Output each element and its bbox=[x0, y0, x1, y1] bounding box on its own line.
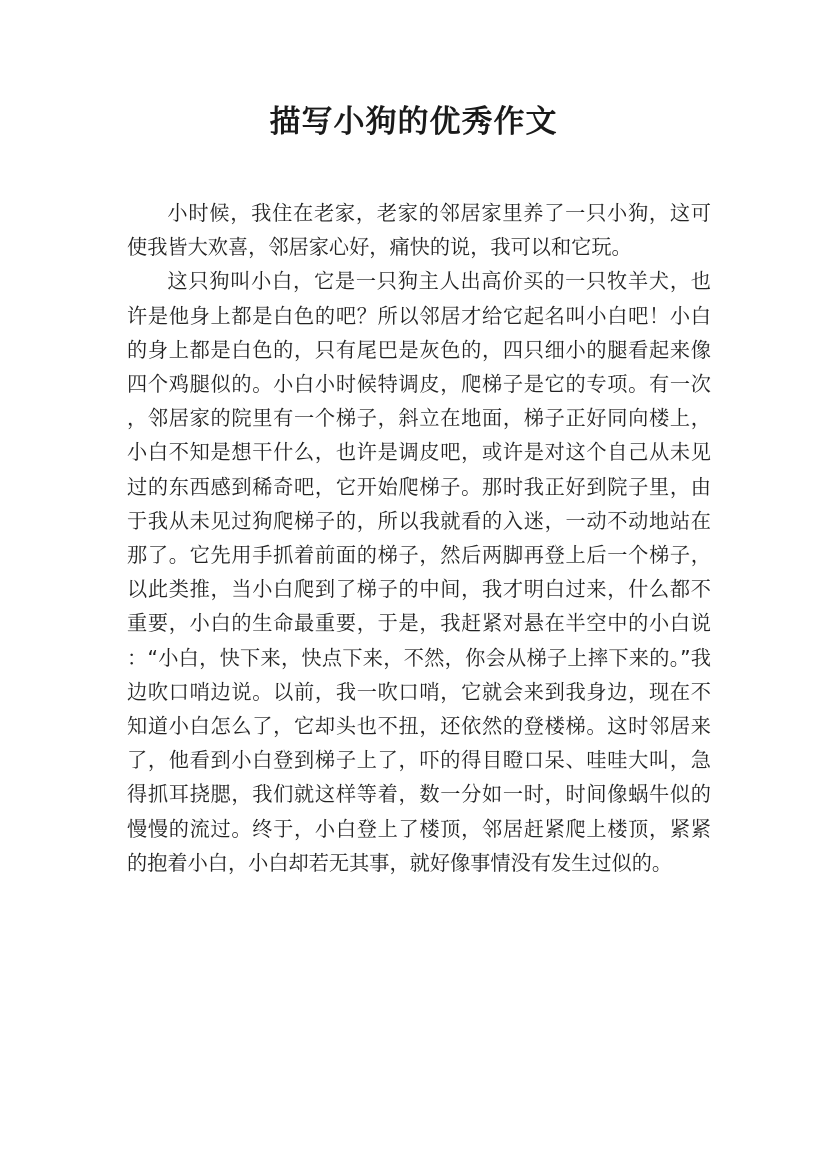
paragraph-1: 小时候，我住在老家，老家的邻居家里养了一只小狗，这可使我皆大欢喜，邻居家心好，痛快的说，我可以和它玩。 bbox=[127, 201, 711, 260]
document-title: 描写小狗的优秀作文 bbox=[269, 104, 558, 140]
document-body bbox=[127, 196, 711, 880]
paragraph-2: 这只狗叫小白，它是一只狗主人出高价买的一只牧羊犬，也许是他身上都是白色的吧？所以邻居才给它起名叫小白吧！小白的身上都是白色的，只有尾巴是灰色的，四只细小的腿看起来像四个鸡腿似的。小白小时候特调皮，爬梯子是它的专项。有一次，邻居家的院里有一个梯子，斜立在地面，梯子正好同向楼上，小白不知是想干什么，也许是调皮吧，或许是对这个自己从未见过的东西感到稀奇吧，它开始爬梯子。那时我正好到院子里，由于我从未见过狗爬梯子的，所以我就看的入迷，一动不动地站在那了。它先用手抓着前面的梯子，然后两脚再登上后一个梯子，以此类推，当小白爬到了梯子的中间，我才明白过来，什么都不重要，小白的生命最重要，于是，我赶紧对悬在半空中的小白说：“小白，快下来，快点下来，不然，你会从梯子上摔下来的。”我边吹口哨边说。以前，我一吹口哨，它就会来到我身边，现在不知道小白怎么了，它却头也不扭，还依然的登楼梯。这时邻居来了，他看到小白登到梯子上了，吓的得目瞪口呆、哇哇大叫，急得抓耳挠腮，我们就这样等着，数一分如一时，时间像蜗牛似的慢慢的流过。终于，小白登上了楼顶，邻居赶紧爬上楼顶，紧紧的抱着小白，小白却若无其事，就好像事情没有发生过似的。 bbox=[127, 269, 711, 875]
